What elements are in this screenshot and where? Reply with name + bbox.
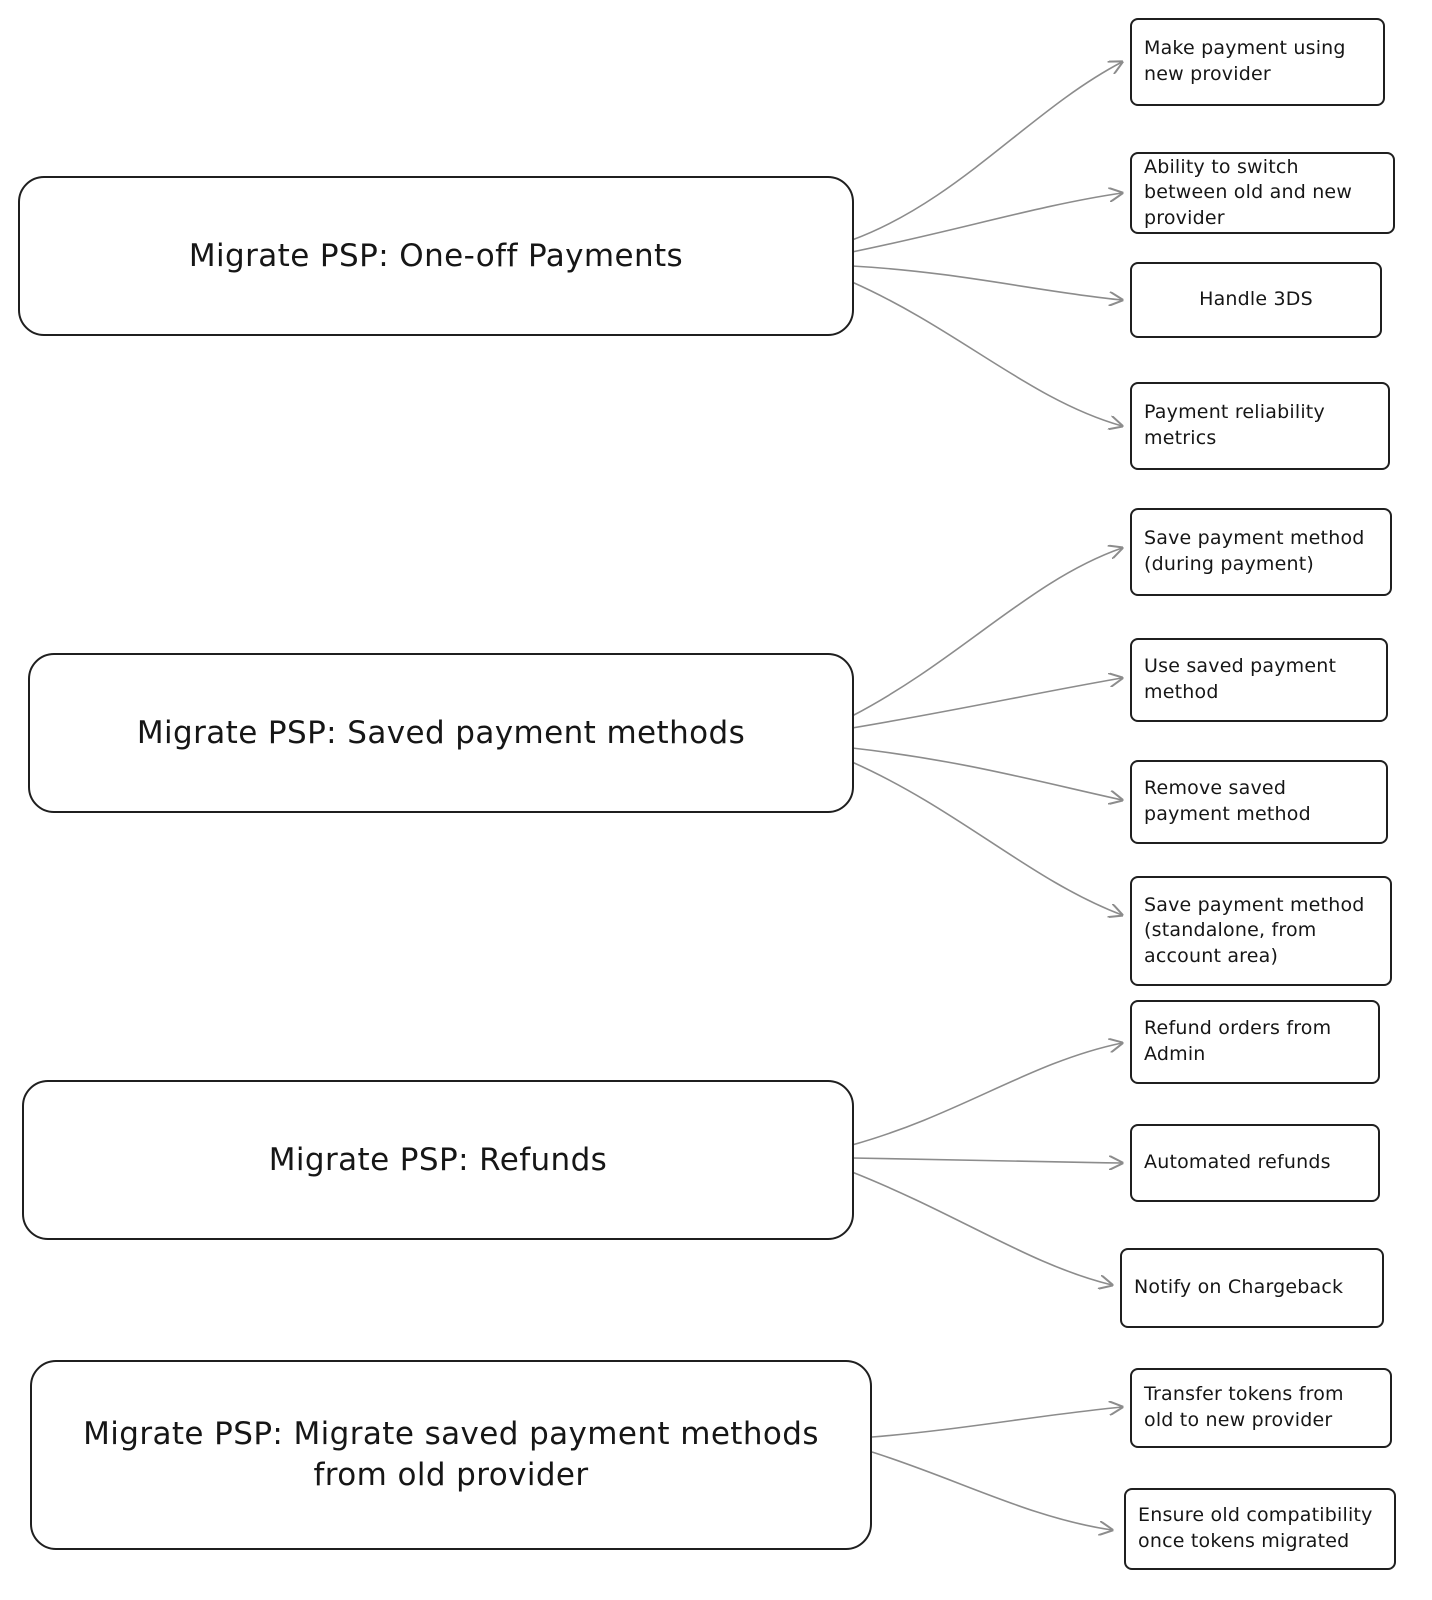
- story-node-automated-refunds[interactable]: [1130, 1124, 1380, 1202]
- story-node-payment-reliability-metrics[interactable]: [1130, 382, 1390, 470]
- story-label: Use saved payment method: [1144, 655, 1337, 703]
- story-node-save-payment-method-during-payment[interactable]: [1130, 508, 1392, 596]
- story-label: Notify on Chargeback: [1134, 1276, 1344, 1299]
- story-node-refund-orders-from-admin[interactable]: [1130, 1000, 1380, 1084]
- edge-epic2-story4: [852, 762, 1122, 915]
- story-label: Refund orders from Admin: [1144, 1017, 1332, 1065]
- edge-epic3-story3: [852, 1172, 1112, 1285]
- story-label: Handle 3DS: [1199, 288, 1313, 311]
- story-label: Automated refunds: [1144, 1151, 1331, 1174]
- edge-epic2-story3: [852, 748, 1122, 800]
- edge-epic4-story2: [872, 1452, 1112, 1530]
- edge-epic1-story1: [852, 62, 1122, 240]
- story-node-notify-on-chargeback[interactable]: [1120, 1248, 1384, 1328]
- story-node-transfer-tokens[interactable]: [1130, 1368, 1392, 1448]
- edge-epic3-story1: [852, 1043, 1122, 1145]
- story-node-switch-providers[interactable]: [1130, 152, 1395, 234]
- story-label: Ability to switch between old and new provider: [1144, 155, 1353, 229]
- epic-node-migrate-saved-methods[interactable]: [30, 1360, 872, 1550]
- edge-epic2-story2: [852, 678, 1122, 728]
- story-node-ensure-old-compatibility[interactable]: [1124, 1488, 1396, 1570]
- story-node-remove-saved-payment-method[interactable]: [1130, 760, 1388, 844]
- edge-epic2-story1: [852, 548, 1122, 716]
- story-node-make-payment-new-provider[interactable]: [1130, 18, 1385, 106]
- edge-epic1-story4: [852, 282, 1122, 426]
- epic-label: Migrate PSP: Saved payment methods: [136, 714, 746, 751]
- story-node-handle-3ds[interactable]: [1130, 262, 1382, 338]
- story-node-save-payment-method-standalone[interactable]: [1130, 876, 1392, 986]
- story-label: Payment reliability metrics: [1144, 401, 1325, 449]
- story-label: Save payment method (standalone, from account area): [1144, 893, 1365, 967]
- edge-epic3-story2: [852, 1158, 1122, 1163]
- story-label: Transfer tokens from old to new provider: [1144, 1383, 1344, 1431]
- edge-epic4-story1: [872, 1407, 1122, 1437]
- epic-label: Migrate PSP: Migrate saved payment methods from old provider: [83, 1416, 819, 1493]
- story-label: Make payment using new provider: [1144, 37, 1346, 85]
- epic-node-refunds[interactable]: [22, 1080, 854, 1240]
- epic-node-one-off-payments[interactable]: [18, 176, 854, 336]
- epic-node-saved-payment-methods[interactable]: [28, 653, 854, 813]
- story-label: Ensure old compatibility once tokens migrated: [1138, 1504, 1373, 1552]
- edge-epic1-story3: [852, 266, 1122, 300]
- story-node-use-saved-payment-method[interactable]: [1130, 638, 1388, 722]
- story-label: Save payment method (during payment): [1144, 527, 1365, 575]
- epic-label: Migrate PSP: One-off Payments: [188, 237, 684, 274]
- edge-epic1-story2: [852, 193, 1122, 252]
- epic-label: Migrate PSP: Refunds: [268, 1141, 608, 1178]
- story-label: Remove saved payment method: [1144, 777, 1311, 825]
